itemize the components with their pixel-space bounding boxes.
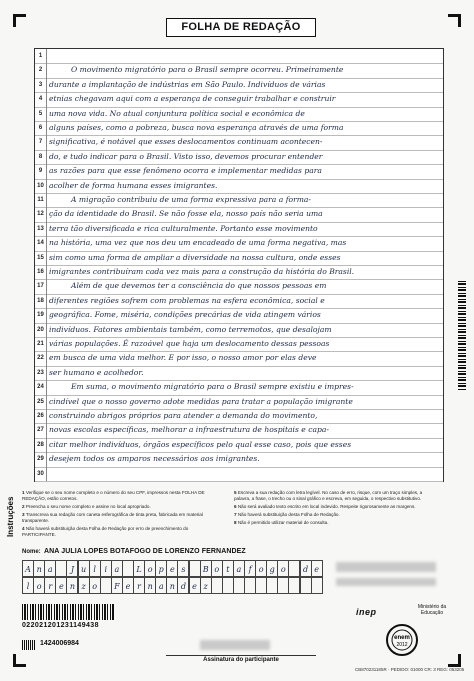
- ministerio-label: Ministério da Educação: [417, 604, 447, 616]
- essay-line: [35, 150, 443, 165]
- essay-line: [35, 366, 443, 381]
- handwritten-text: acolher de forma humana esses imigrantes.: [49, 180, 218, 190]
- essay-sheet: [34, 48, 444, 482]
- name-grid-cell: e: [166, 560, 178, 577]
- signature-label: Assinatura do participante: [203, 657, 279, 663]
- handwritten-text: em busca de uma vida melhor. E por isso, o nosso amor por elas deve: [49, 353, 317, 363]
- handwritten-text: terra tão diversificada e rica culturalmente. Portanto esse movimento: [49, 223, 318, 233]
- essay-line: [35, 92, 443, 107]
- name-grid-cell: d: [177, 577, 189, 594]
- name-grid-cell: a: [155, 577, 167, 594]
- essay-line: [35, 294, 443, 309]
- name-grid-cell: e: [311, 560, 323, 577]
- essay-line: [35, 308, 443, 323]
- essay-line: [35, 409, 443, 424]
- handwritten-text: Além de que devemos ter a consciência do que nossos pessoas em: [71, 281, 327, 291]
- instructions-label: Instruções: [6, 496, 15, 538]
- line-number: 16: [35, 265, 47, 279]
- line-number: 26: [35, 409, 47, 423]
- line-number: 24: [35, 380, 47, 394]
- enem-year: 2012: [396, 642, 408, 648]
- redacted-field: [336, 562, 436, 572]
- essay-line: [35, 78, 443, 93]
- enem-text: enem: [394, 635, 410, 641]
- line-number: 28: [35, 438, 47, 452]
- essay-line: [35, 323, 443, 338]
- code-number: 1424006984: [40, 640, 79, 647]
- instruction-item: 4 Não haverá substituição desta Folha de Redação por erro de preenchimento do PARTICIPANTE.: [22, 526, 189, 537]
- name-grid-cell: e: [122, 577, 134, 594]
- line-number: 1: [35, 49, 47, 63]
- line-number: 2: [35, 63, 47, 77]
- handwritten-text: [49, 467, 439, 481]
- handwritten-text: na história, uma vez que nos deu um encadeado de uma forma negativa, mas: [49, 238, 347, 248]
- instruction-item: 2 Preencha o seu nome completo e assine no local apropriado.: [22, 504, 151, 509]
- handwritten-text: cindível que o nosso governo adote medidas para tratar a população imigrante: [49, 396, 353, 406]
- instruction-item: 1 Verifique se o seu nome completo e o número do seu CPF, impressos nesta FOLHA DE REDAÇÃO, estão corretos.: [22, 490, 205, 501]
- essay-line: [35, 121, 443, 136]
- name-grid-cell: f: [244, 560, 256, 577]
- name-grid-cell: i: [100, 560, 112, 577]
- handwritten-text: sim como uma forma de ampliar a diversidade na nossa cultura, onde esses: [49, 252, 341, 262]
- name-grid-cell: t: [222, 560, 234, 577]
- line-number: 30: [35, 467, 47, 481]
- footer-code: CB870231185R · PEDIDO: 01000 CR: 3 REG: 053205: [355, 667, 465, 672]
- corner-mark-top-right: [448, 14, 461, 27]
- line-number: 29: [35, 452, 47, 466]
- essay-line: [35, 193, 443, 208]
- corner-mark-bottom-right: [448, 654, 461, 667]
- essay-line: [35, 467, 443, 482]
- essay-line: [35, 251, 443, 266]
- instruction-item: 8 Não é permitido utilizar material de consulta.: [234, 520, 329, 525]
- barcode: [22, 604, 114, 620]
- essay-line: [35, 351, 443, 366]
- handwritten-text: novas escolas específicas, melhorar a infraestrutura de hospitais e capa-: [49, 425, 329, 435]
- handwritten-text: citar melhor indivíduos, órgãos específicos pelo qual esse caso, pois que esses: [49, 439, 352, 449]
- line-number: 8: [35, 150, 47, 164]
- essay-line: [35, 49, 443, 64]
- redacted-field: [336, 578, 436, 586]
- essay-line: [35, 438, 443, 453]
- instruction-item: 6 Não será avaliado texto escrito em local indevido. Respeite rigorosamente as margens.: [234, 504, 416, 509]
- handwritten-text: durante a implantação de indústrias em São Paulo. Indivíduos de várias: [49, 79, 326, 89]
- essay-line: [35, 135, 443, 150]
- essay-line: [35, 337, 443, 352]
- name-grid-cell: g: [266, 560, 278, 577]
- line-number: 20: [35, 323, 47, 337]
- line-number: 4: [35, 92, 47, 106]
- handwritten-text: [49, 49, 439, 63]
- handwritten-text: desejem todos os amparos necessários aos imigrantes.: [49, 454, 260, 464]
- instruction-item: 7 Não haverá substituição desta Folha de Redação.: [234, 512, 340, 517]
- instruction-item: 5 Escreva a sua redação com letra legível. No caso de erro, risque, com um traço simples, a palavra, a frase, o trecho ou o sinal gráfico e escreva, em seguida, o respectivo substitutivo.: [234, 490, 423, 501]
- name-grid-cell: o: [255, 560, 267, 577]
- line-number: 3: [35, 78, 47, 92]
- name-grid-cell: o: [144, 560, 156, 577]
- barcode-number: 022021201231149438: [22, 622, 99, 629]
- essay-line: [35, 179, 443, 194]
- line-number: 12: [35, 207, 47, 221]
- essay-line: [35, 395, 443, 410]
- name-grid-cell: u: [78, 560, 90, 577]
- line-number: 9: [35, 164, 47, 178]
- instruction-item: 3 Transcreva sua redação com caneta esferográfica de tinta preta, fabricada em material transparente.: [22, 512, 203, 523]
- essay-line: [35, 452, 443, 467]
- handwritten-text: geográfica. Fome, miséria, condições precárias de vida atingem vários: [49, 310, 321, 320]
- name-grid: [22, 560, 322, 596]
- corner-mark-bottom-left: [13, 654, 26, 667]
- line-number: 21: [35, 337, 47, 351]
- redacted-signature: [200, 640, 270, 650]
- line-number: 14: [35, 236, 47, 250]
- name-grid-cell: n: [166, 577, 178, 594]
- essay-line: [35, 63, 443, 78]
- name-grid-cell: z: [78, 577, 90, 594]
- handwritten-text: ser humano e acolhedor.: [49, 367, 144, 377]
- line-number: 11: [35, 193, 47, 207]
- handwritten-text: uma nova vida. No atual conjuntura política social e econômica de: [49, 108, 305, 118]
- name-grid-cell: o: [211, 560, 223, 577]
- line-number: 7: [35, 135, 47, 149]
- essay-line: [35, 380, 443, 395]
- line-number: 27: [35, 423, 47, 437]
- corner-mark-top-left: [13, 14, 26, 27]
- handwritten-text: do, e tudo indicar para o Brasil. Visto isso, devemos procurar entender: [49, 151, 323, 161]
- name-grid-cell: l: [22, 577, 34, 594]
- handwritten-text: Em suma, o movimento migratório para o Brasil sempre existiu e impres-: [71, 382, 354, 392]
- handwritten-text: diferentes regiões sofrem com problemas na esfera econômica, social e: [49, 295, 325, 305]
- name-grid-cell: o: [277, 560, 289, 577]
- name-grid-cell: p: [155, 560, 167, 577]
- handwritten-text: A migração contribuiu de uma forma expressiva para a forma-: [71, 195, 312, 204]
- essay-line: [35, 164, 443, 179]
- handwritten-text: alguns países, como a pobreza, busca nova esperança através de uma forma: [49, 123, 344, 132]
- handwritten-text: O movimento migratório para o Brasil sempre ocorreu. Primeiramente: [71, 65, 344, 75]
- handwritten-text: construindo abrigos próprios para atender a demanda do movimento,: [49, 411, 318, 420]
- name-grid-cell: r: [133, 577, 145, 594]
- line-number: 19: [35, 308, 47, 322]
- line-number: 5: [35, 107, 47, 121]
- name-grid-cell: [311, 577, 323, 594]
- name-grid-cell: n: [66, 577, 78, 594]
- name-grid-cell: r: [44, 577, 56, 594]
- name-grid-cell: J: [66, 560, 78, 577]
- essay-line: [35, 207, 443, 222]
- handwritten-text: imigrantes contribuíram cada vez mais para a construção da história do Brasil.: [49, 267, 355, 276]
- name-grid-cell: A: [22, 560, 34, 577]
- name-grid-cell: s: [177, 560, 189, 577]
- line-number: 17: [35, 279, 47, 293]
- handwritten-text: várias populações. É razoável que haja um deslocamento dessas pessoas: [49, 339, 330, 348]
- essay-line: [35, 279, 443, 294]
- line-number: 6: [35, 121, 47, 135]
- name-grid-cell: a: [111, 560, 123, 577]
- enem-logo: [385, 623, 419, 657]
- line-number: 13: [35, 222, 47, 236]
- name-grid-cell: B: [200, 560, 212, 577]
- name-grid-cell: d: [300, 560, 312, 577]
- line-number: 18: [35, 294, 47, 308]
- line-number: 22: [35, 351, 47, 365]
- name-grid-cell: e: [189, 577, 201, 594]
- name-grid-cell: z: [200, 577, 212, 594]
- essay-line: [35, 423, 443, 438]
- name-grid-cell: n: [33, 560, 45, 577]
- small-barcode: [22, 640, 36, 650]
- name-grid-cell: a: [44, 560, 56, 577]
- name-label: Nome:: [22, 549, 41, 555]
- handwritten-text: as razões para que esse fenômeno ocorra e implementar medidas para: [49, 166, 322, 176]
- handwritten-text: indivíduos. Fatores ambientais também, como terremotos, que desalojam: [49, 324, 332, 334]
- signature-line: [166, 655, 316, 656]
- line-number: 25: [35, 395, 47, 409]
- line-number: 23: [35, 366, 47, 380]
- side-barcode: [458, 280, 466, 390]
- line-number: 15: [35, 251, 47, 265]
- instructions-box: [22, 490, 440, 550]
- essay-line: [35, 236, 443, 251]
- handwritten-text: ção da identidade do Brasil. Se não fosse ela, nosso país não seria uma: [49, 209, 323, 219]
- name-grid-cell: a: [233, 560, 245, 577]
- participant-name: ANA JULIA LOPES BOTAFOGO DE LORENZO FERNANDEZ: [44, 548, 246, 555]
- name-grid-cell: n: [144, 577, 156, 594]
- page-title: FOLHA DE REDAÇÃO: [166, 18, 316, 37]
- essay-line: [35, 222, 443, 237]
- name-grid-cell: e: [55, 577, 67, 594]
- handwritten-text: etnias chegavam aqui com a esperança de conseguir trabalhar e construir: [49, 94, 336, 104]
- name-grid-cell: L: [133, 560, 145, 577]
- name-grid-cell: l: [89, 560, 101, 577]
- essay-line: [35, 265, 443, 280]
- handwritten-text: significativa, é notável que esses deslocamentos continuam acontecen-: [49, 137, 323, 147]
- inep-logo: inep: [356, 607, 377, 617]
- name-grid-cell: o: [33, 577, 45, 594]
- name-grid-cell: F: [111, 577, 123, 594]
- essay-line: [35, 107, 443, 122]
- line-number: 10: [35, 179, 47, 193]
- name-grid-cell: o: [89, 577, 101, 594]
